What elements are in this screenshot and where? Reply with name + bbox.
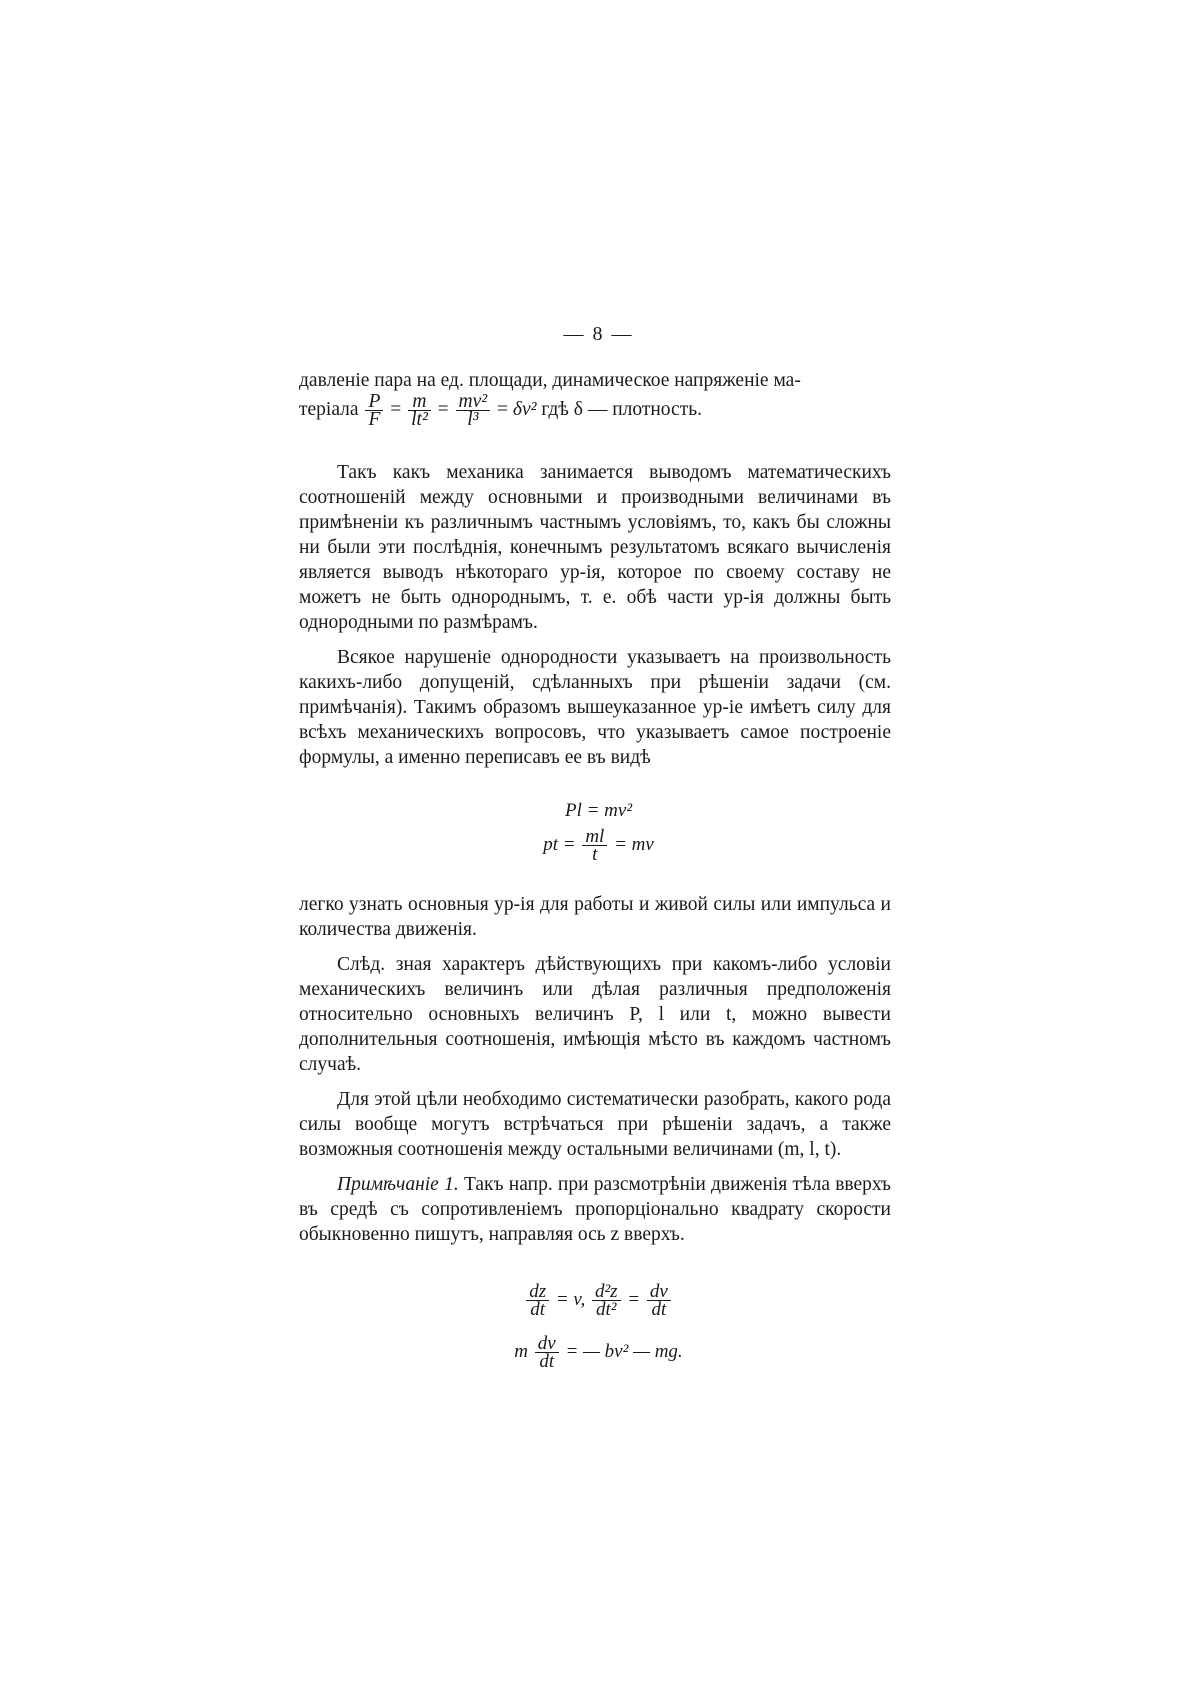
body-block-1 — [299, 460, 891, 770]
note-text: Такъ напр. при разсмотрѣніи движенія тѣла вверхъ въ средѣ съ сопротивленіемъ пропорціонально квадрату скорости обыкновенно пишутъ, направляя ось z вверхъ. — [299, 1174, 892, 1245]
intro-tail: гдѣ δ — плотность. — [541, 398, 702, 420]
density-expression: δv² — [512, 398, 537, 420]
equation-2: pt = $\frac{ml}{t}$ = mv — [543, 826, 654, 865]
fraction-m-over-lt2: $\frac{m}{\text{lt²}}$ — [408, 393, 431, 428]
paragraph-4: Слѣд. зная характеръ дѣйствующихъ при какомъ-либо условіи механическихъ величинъ или дѣлая различныя предположенія относительно основныхъ величинъ P, l или t, можно вывести дополнительныя соотношенія, имѣющія мѣсто въ каждомъ частномъ случаѣ. — [299, 954, 891, 1075]
intro-block — [299, 368, 891, 428]
equation-4: m $\frac{dv}{dt}$ = — bv² — mg. — [514, 1333, 683, 1372]
equation-3: $\frac{dz}{dt}$ = v, $\frac{\text{d²z}}{\text{dt²}}$ = $\frac{dv}{dt}$ — [0, 1283, 1197, 1318]
intro-line-2: теріала $\frac{P}{F}$ = $\frac{m}{\text{lt²}}$ = $\frac{\text{mv²}}{\text{l³}}$ = δv² гдѣ δ — плотность. — [299, 391, 702, 430]
note-1 — [299, 1172, 891, 1247]
page-number: — 8 — — [563, 323, 634, 345]
body-block-2 — [299, 892, 891, 1247]
fraction-mv2-over-l3: $\frac{\text{mv²}}{\text{l³}}$ — [456, 393, 491, 428]
paragraph-1: Такъ какъ механика занимается выводомъ математическихъ соотношеній между основными и производными величинами въ примѣненіи къ различнымъ частнымъ условіямъ, то, какъ бы сложны ни были эти послѣднія, конечнымъ результатомъ всякаго вычисленія является выводъ нѣкотораго ур-ія, которое по своему составу не можетъ не быть однороднымъ, т. е. обѣ части ур-ія должны быть однородными по размѣрамъ. — [299, 462, 891, 633]
intro-line-1: давленіе пара на ед. площади, динамическое напряженіе ма- — [299, 370, 801, 391]
fraction-p-over-f: $\frac{P}{F}$ — [365, 393, 383, 428]
note-label: Примѣчаніе 1. — [337, 1174, 459, 1195]
equation-1: Pl = mv² — [564, 800, 633, 821]
intro-prefix: теріала — [299, 398, 359, 420]
paragraph-5: Для этой цѣли необходимо систематически разобрать, какого рода силы вообще могутъ встрѣчаться при рѣшеніи задачъ, а также возможныя соотношенія между остальными величинами (m, l, t). — [299, 1089, 891, 1160]
paragraph-2: Всякое нарушеніе однородности указываетъ на произвольность какихъ-либо допущеній, сдѣланныхъ при рѣшеніи задачи (см. примѣчанія). Такимъ образомъ вышеуказанное ур-іе имѣетъ силу для всѣхъ механическихъ вопросовъ, что указываетъ самое построеніе формулы, а именно переписавъ ее въ видѣ — [299, 647, 891, 768]
paragraph-3: легко узнать основныя ур-ія для работы и живой силы или импульса и количества движенія. — [299, 894, 891, 940]
